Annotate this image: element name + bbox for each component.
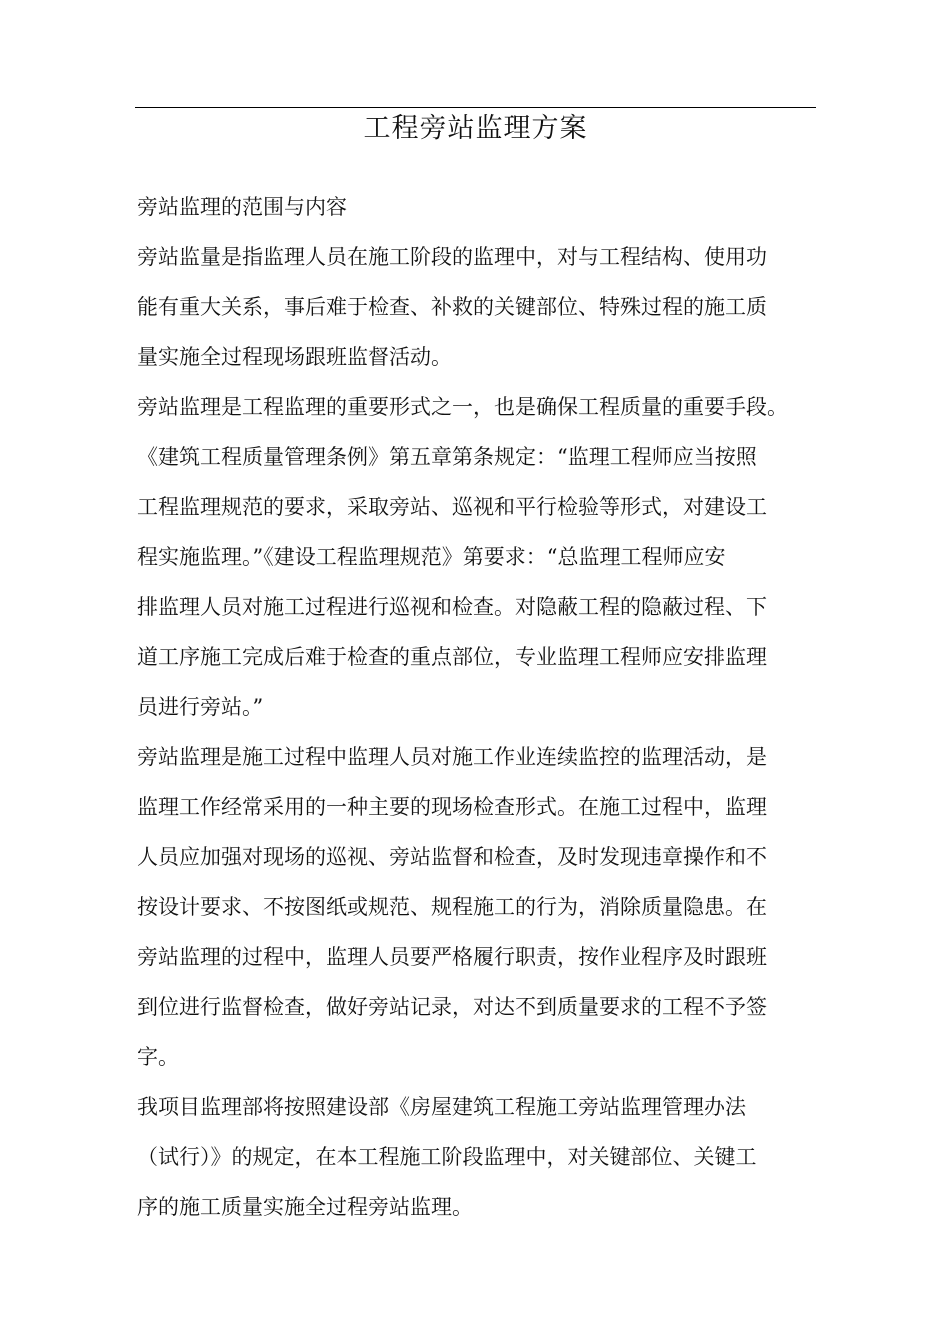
document-title: 工程旁站监理方案	[363, 113, 588, 144]
paragraph-project-plan	[137, 1082, 817, 1232]
text-line: 量实施全过程现场跟班监督活动。	[137, 345, 452, 369]
text-line: 旁站监理是施工过程中监理人员对施工作业连续监控的监理活动，是	[137, 745, 767, 769]
text-line: 序的施工质量实施全过程旁站监理。	[137, 1195, 473, 1219]
paragraph-regulations	[137, 382, 817, 732]
text-line: 排监理人员对施工过程进行巡视和检查。对隐蔽工程的隐蔽过程、下	[137, 595, 767, 619]
section-heading	[137, 182, 817, 232]
text-line: （试行）》的规定，在本工程施工阶段监理中，对关键部位、关键工	[137, 1145, 757, 1169]
text-line: 按设计要求、不按图纸或规范、规程施工的行为，消除质量隐患。在	[137, 895, 767, 919]
text-line: 旁站监量是指监理人员在施工阶段的监理中，对与工程结构、使用功	[137, 245, 767, 269]
text-line: 旁站监理的范围与内容	[137, 195, 347, 219]
header-rule	[135, 107, 816, 108]
text-line: 程实施监理。”《建设工程监理规范》第要求：“总监理工程师应安	[137, 545, 726, 569]
text-line: 到位进行监督检查，做好旁站记录，对达不到质量要求的工程不予签	[137, 995, 767, 1019]
paragraph-definition	[137, 232, 817, 382]
text-line: 监理工作经常采用的一种主要的现场检查形式。在施工过程中，监理	[137, 795, 767, 819]
text-line: 能有重大关系，事后难于检查、补救的关键部位、特殊过程的施工质	[137, 295, 767, 319]
text-line: 人员应加强对现场的巡视、旁站监督和检查，及时发现违章操作和不	[137, 845, 767, 869]
text-line: 旁站监理的过程中，监理人员要严格履行职责，按作业程序及时跟班	[137, 945, 767, 969]
text-line: 《建筑工程质量管理条例》第五章第条规定：“监理工程师应当按照	[137, 445, 757, 469]
text-line: 我项目监理部将按照建设部《房屋建筑工程施工旁站监理管理办法	[137, 1095, 746, 1119]
text-line: 旁站监理是工程监理的重要形式之一，也是确保工程质量的重要手段。	[137, 395, 788, 419]
text-line: 道工序施工完成后难于检查的重点部位，专业监理工程师应安排监理	[137, 645, 767, 669]
paragraph-monitoring	[137, 732, 817, 1082]
text-line: 工程监理规范的要求，采取旁站、巡视和平行检验等形式，对建设工	[137, 495, 767, 519]
text-line: 字。	[137, 1045, 179, 1069]
text-line: 员进行旁站。”	[137, 695, 264, 719]
document-body	[137, 182, 817, 1232]
